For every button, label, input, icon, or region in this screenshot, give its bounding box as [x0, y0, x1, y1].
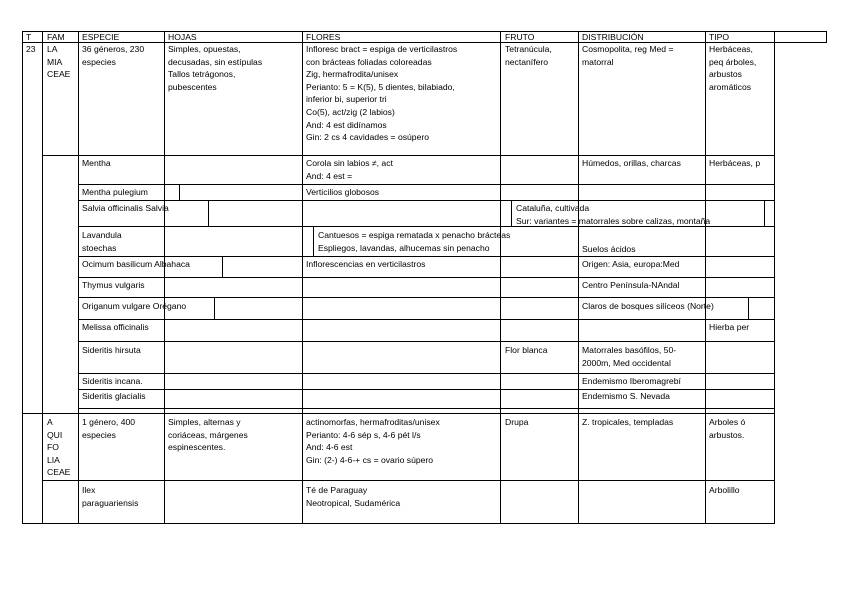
- cell-line: Cantuesos = espiga rematada x penacho brácteas: [318, 230, 511, 240]
- grid-line-horizontal: [78, 256, 775, 257]
- grid-line-horizontal: [78, 319, 775, 320]
- cell-line: con brácteas foliadas coloreadas: [306, 56, 432, 67]
- header-hojas: HOJAS: [168, 32, 197, 42]
- grid-line-vertical: [179, 184, 180, 201]
- grid-line-horizontal: [78, 408, 775, 409]
- cell-line: LA: [47, 44, 58, 54]
- cell-line: paraguariensis: [82, 497, 139, 508]
- cell-line: And: 4 est didínamos: [306, 119, 387, 130]
- cell-line: coriáceas, márgenes: [168, 429, 248, 440]
- cell-line: Simples, opuestas,: [168, 44, 241, 54]
- cell-line: 1 género, 400: [82, 417, 136, 427]
- cell-line: arbustos.: [709, 429, 745, 440]
- cell-line: Co(5), act/zig (2 labios): [306, 106, 395, 117]
- cell-line: 2000m, Med occidental: [582, 357, 671, 368]
- grid-line-vertical: [578, 31, 579, 524]
- especie-cell: Mentha pulegium: [82, 187, 148, 197]
- cell-line: A: [47, 417, 53, 427]
- cell-line: Perianto: 5 = K(5), 5 dientes, bilabiado,: [306, 81, 455, 92]
- grid-line-vertical: [302, 31, 303, 524]
- header-t: T: [26, 32, 32, 42]
- distribucion-cell: Suelos ácidos: [582, 244, 636, 254]
- cell-line: Neotropical, Sudamérica: [306, 497, 401, 508]
- cell-line: MIA: [47, 56, 63, 67]
- distribucion-cell: [582, 43, 673, 68]
- distribucion-cell: Z. tropicales, templadas: [582, 417, 674, 427]
- cell-line: espinescentes.: [168, 442, 226, 453]
- cell-line: Tallos tetrágonos,: [168, 69, 236, 80]
- cell-line: decusadas, sin estípulas: [168, 56, 263, 67]
- grid-line-horizontal: [22, 523, 775, 524]
- cell-line: Simples, alternas y: [168, 417, 241, 427]
- grid-line-horizontal: [22, 413, 775, 414]
- distribucion-cell: Claros de bosques silíceos (Norte): [582, 301, 714, 311]
- especie-cell: Sideritis glacialis: [82, 391, 146, 401]
- cell-line: Gin: (2-) 4-6-+ cs = ovario súpero: [306, 454, 434, 465]
- especie-cell: [82, 43, 144, 68]
- cell-line: Cosmopolita, reg Med =: [582, 44, 674, 54]
- especie-cell: Mentha: [82, 158, 111, 168]
- tipo-cell: Arbolillo: [709, 485, 740, 495]
- cell-line: Infloresc bract = espiga de verticilastros: [306, 44, 458, 54]
- grid-line-horizontal: [78, 200, 775, 201]
- cell-line: nectanífero: [505, 56, 548, 67]
- grid-line-vertical: [764, 200, 765, 227]
- header-flores: FLORES: [306, 32, 341, 42]
- grid-line-horizontal: [78, 297, 775, 298]
- cell-line: inferior bi, superior tri: [306, 94, 387, 105]
- distribucion-cell: [582, 344, 676, 369]
- cell-line: And: 4-6 est: [306, 442, 353, 453]
- especie-cell: Salvia officinalis Salvia: [82, 203, 169, 213]
- cell-line: Zig, hermafrodita/unisex: [306, 69, 399, 80]
- cell-line: Espliegos, lavandas, alhucemas sin penacho: [318, 242, 490, 253]
- cell-line: Sur: variantes = matorrales sobre calizas, montaña: [516, 215, 711, 226]
- cell-line: CEAE: [47, 69, 71, 80]
- cell-line: aromáticos: [709, 81, 752, 92]
- distribucion-cell: Centro Península-NAndal: [582, 280, 680, 290]
- flores-cell: Inflorescencias en verticilastros: [306, 259, 426, 269]
- cell-line: matorral: [582, 56, 614, 67]
- cell-line: Té de Paraguay: [306, 485, 368, 495]
- family-number: 23: [26, 44, 36, 54]
- tipo-cell: Herbáceas, p: [709, 158, 761, 168]
- hojas-cell: [168, 43, 262, 93]
- cell-line: 36 géneros, 230: [82, 44, 145, 54]
- grid-line-horizontal: [78, 373, 775, 374]
- cell-line: stoechas: [82, 242, 117, 253]
- cell-line: Matorrales basófilos, 50-: [582, 345, 677, 355]
- cell-line: peq árboles,: [709, 56, 757, 67]
- flores-cell: [306, 484, 400, 509]
- fruto-cell: Flor blanca: [505, 345, 548, 355]
- grid-line-vertical: [705, 31, 706, 524]
- cell-line: Arboles ó: [709, 417, 746, 427]
- flores-cell: [318, 229, 510, 254]
- distribucion-cell: Endemismo Iberomagrebí: [582, 376, 681, 386]
- flores-cell: [306, 43, 457, 144]
- cell-line: LIA: [47, 454, 60, 465]
- especie-cell: Thymus vulgaris: [82, 280, 145, 290]
- grid-line-vertical: [42, 31, 43, 524]
- cell-line: Perianto: 4-6 sép s, 4-6 pét l/s: [306, 429, 421, 440]
- cell-line: Corola sin labios ≠, act: [306, 158, 393, 168]
- flores-cell: [306, 416, 440, 466]
- grid-line-vertical: [774, 31, 775, 524]
- header-fam: FAM: [47, 32, 65, 42]
- grid-line-vertical: [826, 31, 827, 43]
- especie-cell: Origanum vulgare Orégano: [82, 301, 187, 311]
- distribucion-cell: [516, 202, 710, 227]
- grid-line-horizontal: [43, 480, 775, 481]
- tipo-cell: Hierba per: [709, 322, 750, 332]
- distribucion-cell: Húmedos, orillas, charcas: [582, 158, 681, 168]
- header-especie: ESPECIE: [82, 32, 120, 42]
- cell-line: CEAE: [47, 467, 71, 478]
- cell-line: especies: [82, 56, 116, 67]
- grid-line-vertical: [164, 31, 165, 524]
- cell-line: Herbáceas,: [709, 44, 753, 54]
- tipo-cell: [709, 43, 756, 93]
- grid-line-vertical: [500, 31, 501, 524]
- cell-line: especies: [82, 429, 116, 440]
- grid-line-horizontal: [78, 389, 775, 390]
- grid-line-vertical: [222, 256, 223, 278]
- cell-line: QUI: [47, 429, 63, 440]
- grid-line-horizontal: [22, 31, 827, 32]
- especie-cell: [82, 416, 135, 441]
- cell-line: actinomorfas, hermafroditas/unisex: [306, 417, 440, 427]
- header-fruto: FRUTO: [505, 32, 535, 42]
- especie-cell: Sideritis hirsuta: [82, 345, 141, 355]
- grid-line-horizontal: [78, 277, 775, 278]
- grid-line-vertical: [313, 226, 314, 257]
- header-tipo: TIPO: [709, 32, 730, 42]
- especie-cell: [82, 229, 122, 254]
- distribucion-cell: Endemismo S. Nevada: [582, 391, 670, 401]
- grid-line-vertical: [214, 297, 215, 320]
- cell-line: arbustos: [709, 69, 742, 80]
- grid-line-vertical: [22, 31, 23, 524]
- cell-line: Cataluña, cultivada: [516, 203, 590, 213]
- tipo-cell: [709, 416, 745, 441]
- cell-line: FO: [47, 442, 59, 453]
- hojas-cell: [168, 416, 248, 454]
- cell-line: pubescentes: [168, 81, 217, 92]
- flores-cell: Verticilios globosos: [306, 187, 380, 197]
- family-name: [47, 43, 70, 81]
- grid-line-vertical: [78, 31, 79, 524]
- grid-line-vertical: [511, 200, 512, 227]
- grid-line-horizontal: [43, 155, 775, 156]
- especie-cell: Melissa officinalis: [82, 322, 149, 332]
- flores-cell: [306, 157, 393, 182]
- header-distribucion: DISTRIBUCIÓN: [582, 32, 644, 42]
- grid-line-vertical: [208, 200, 209, 227]
- fruto-cell: Drupa: [505, 417, 529, 427]
- cell-line: Ilex: [82, 485, 96, 495]
- especie-cell: [82, 484, 138, 509]
- especie-cell: Ocimum basilicum Albahaca: [82, 259, 190, 269]
- grid-line-horizontal: [78, 184, 775, 185]
- distribucion-cell: Origen: Asia, europa:Med: [582, 259, 680, 269]
- fruto-cell: [505, 43, 552, 68]
- cell-line: Tetranúcula,: [505, 44, 552, 54]
- family-name: [47, 416, 70, 479]
- cell-line: Lavandula: [82, 230, 122, 240]
- cell-line: Gin: 2 cs 4 cavidades = osúpero: [306, 132, 430, 143]
- cell-line: And: 4 est =: [306, 170, 353, 181]
- especie-cell: Sideritis incana.: [82, 376, 143, 386]
- grid-line-horizontal: [78, 341, 775, 342]
- grid-line-vertical: [748, 297, 749, 320]
